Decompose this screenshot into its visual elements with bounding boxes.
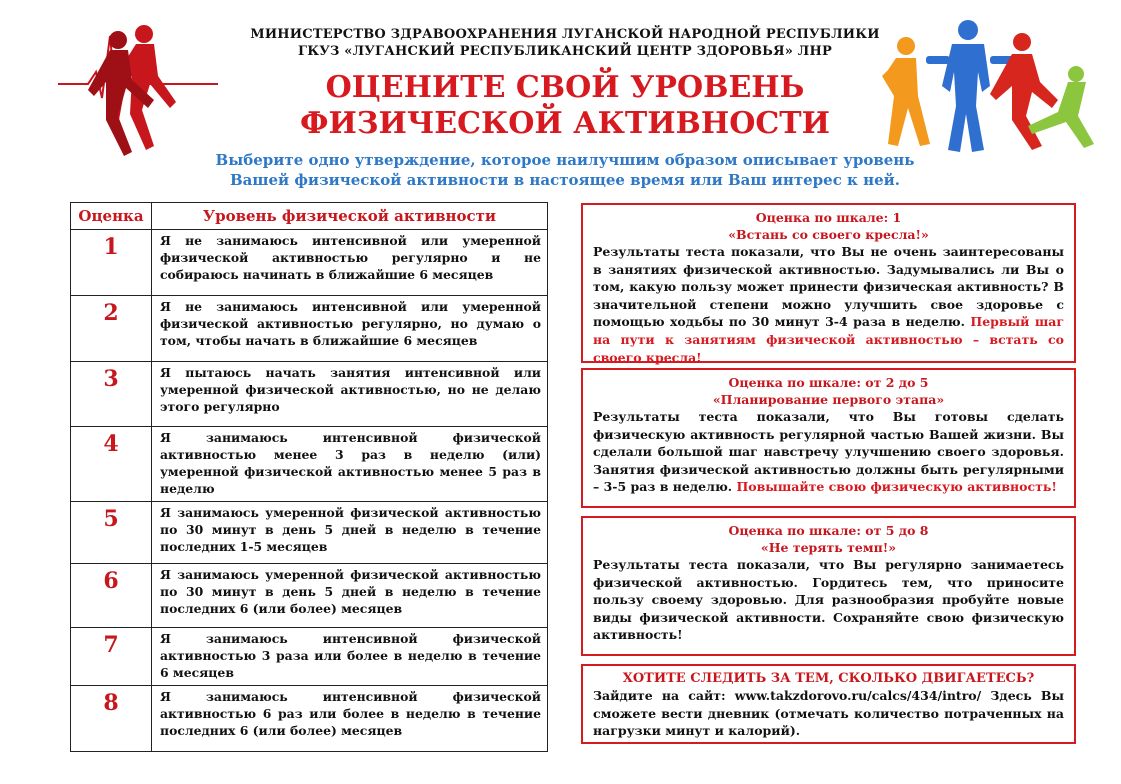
level-description: Я занимаюсь интенсивной физической активностью 3 раза или более в неделю в течение 6 месяцев (152, 628, 548, 686)
table-row (71, 230, 548, 296)
organization-header (230, 26, 900, 60)
result-heading: Оценка по шкале: от 2 до 5 (728, 375, 929, 390)
subtitle-line-1: Выберите одно утверждение, которое наилучшим образом описывает уровень (215, 151, 915, 169)
result-motto: «Планирование первого этапа» (712, 392, 945, 407)
score-cell: 6 (71, 564, 152, 628)
callout-heading: ХОТИТЕ СЛЕДИТЬ ЗА ТЕМ, СКОЛЬКО ДВИГАЕТЕСЬ? (622, 671, 1035, 686)
activity-level-table (70, 202, 548, 752)
score-cell: 3 (71, 362, 152, 427)
score-cell: 7 (71, 628, 152, 686)
level-description: Я занимаюсь интенсивной физической активностью 6 раз или более в неделю в течение последних 6 (или более) месяцев (152, 686, 548, 752)
level-description: Я занимаюсь умеренной физической активностью по 30 минут в день 5 дней в неделю в течение последних 6 (или более) месяцев (152, 564, 548, 628)
org-line-1: МИНИСТЕРСТВО ЗДРАВООХРАНЕНИЯ ЛУГАНСКОЙ НАРОДНОЙ РЕСПУБЛИКИ (250, 27, 880, 42)
result-box-score-2-5 (581, 368, 1076, 508)
score-cell: 4 (71, 427, 152, 502)
result-heading: Оценка по шкале: 1 (755, 210, 902, 225)
table-header-row (71, 203, 548, 230)
result-text (593, 243, 1064, 366)
level-description: Я занимаюсь интенсивной физической активностью менее 3 раз в неделю (или) умеренной физической активностью менее 5 раз в неделю (152, 427, 548, 502)
table-row (71, 628, 548, 686)
runners-heartbeat-illustration (58, 14, 218, 162)
table-row (71, 427, 548, 502)
callout-body: Зайдите на сайт: www.takzdorovo.ru/calcs/434/intro/ Здесь Вы сможете вести дневник (отмечать количество потраченных на нагрузки минут и калорий). (593, 688, 1064, 739)
column-header-score: Оценка (71, 203, 152, 230)
table-row (71, 296, 548, 362)
title-line-2: ФИЗИЧЕСКОЙ АКТИВНОСТИ (300, 106, 830, 141)
table-row (71, 362, 548, 427)
tracking-callout (581, 664, 1076, 744)
result-motto: «Встань со своего кресла!» (728, 227, 929, 242)
result-highlight: Первый шаг на пути к занятиям физической активностью – встать со своего кресла! (593, 314, 1065, 365)
level-description: Я занимаюсь умеренной физической активностью по 30 минут в день 5 дней в неделю в течение последних 1-5 месяцев (152, 502, 548, 564)
result-text (593, 408, 1064, 496)
table-row (71, 564, 548, 628)
level-description: Я не занимаюсь интенсивной или умеренной физической активностью регулярно, но думаю о том, чтобы начать в ближайшие 6 месяцев (152, 296, 548, 362)
score-cell: 8 (71, 686, 152, 752)
table-row (71, 686, 548, 752)
result-body: Результаты теста показали, что Вы регулярно занимаетесь физической активностью. Гордитесь тем, что приносите пользу своему здоровью. Для разнообразия пробуйте новые виды физической активности. Сохраняйте свою физическую активность! (593, 557, 1064, 643)
page-title (230, 70, 900, 142)
level-description: Я не занимаюсь интенсивной или умеренной физической активностью регулярно и не собираюсь начинать в ближайшие 6 месяцев (152, 230, 548, 296)
result-heading: Оценка по шкале: от 5 до 8 (728, 523, 929, 538)
athletes-silhouettes-illustration (872, 16, 1098, 156)
column-header-level: Уровень физической активности (152, 203, 548, 230)
level-description: Я пытаюсь начать занятия интенсивной или умеренной физической активностью, но не делаю этого регулярно (152, 362, 548, 427)
result-motto: «Не терять темп!» (760, 540, 897, 555)
subtitle-line-2: Вашей физической активности в настоящее время или Ваш интерес к ней. (230, 171, 900, 189)
score-cell: 2 (71, 296, 152, 362)
result-body: Результаты теста показали, что Вы не очень заинтересованы в занятиях физической активностью. Задумывались ли Вы о том, какую пользу может принести физическая активность? В значительной степени можно улучшить свое здоровье с помощью ходьбы по 30 минут 3-4 раза в неделю. (593, 244, 1064, 330)
result-highlight: Повышайте свою физическую активность! (736, 479, 1057, 495)
title-line-1: ОЦЕНИТЕ СВОЙ УРОВЕНЬ (325, 70, 805, 105)
table-row (71, 502, 548, 564)
result-text (593, 556, 1064, 644)
score-cell: 5 (71, 502, 152, 564)
score-cell: 1 (71, 230, 152, 296)
instructions (210, 150, 920, 190)
result-box-score-5-8 (581, 516, 1076, 656)
result-box-score-1 (581, 203, 1076, 363)
org-line-2: ГКУЗ «ЛУГАНСКИЙ РЕСПУБЛИКАНСКИЙ ЦЕНТР ЗДОРОВЬЯ» ЛНР (298, 44, 832, 59)
result-body: Результаты теста показали, что Вы готовы сделать физическую активность регулярной частью Вашей жизни. Вы сделали большой шаг навстречу улучшению своего здоровья. Занятия физической активностью должны быть регулярными – 3-5 раз в неделю. (593, 409, 1064, 495)
